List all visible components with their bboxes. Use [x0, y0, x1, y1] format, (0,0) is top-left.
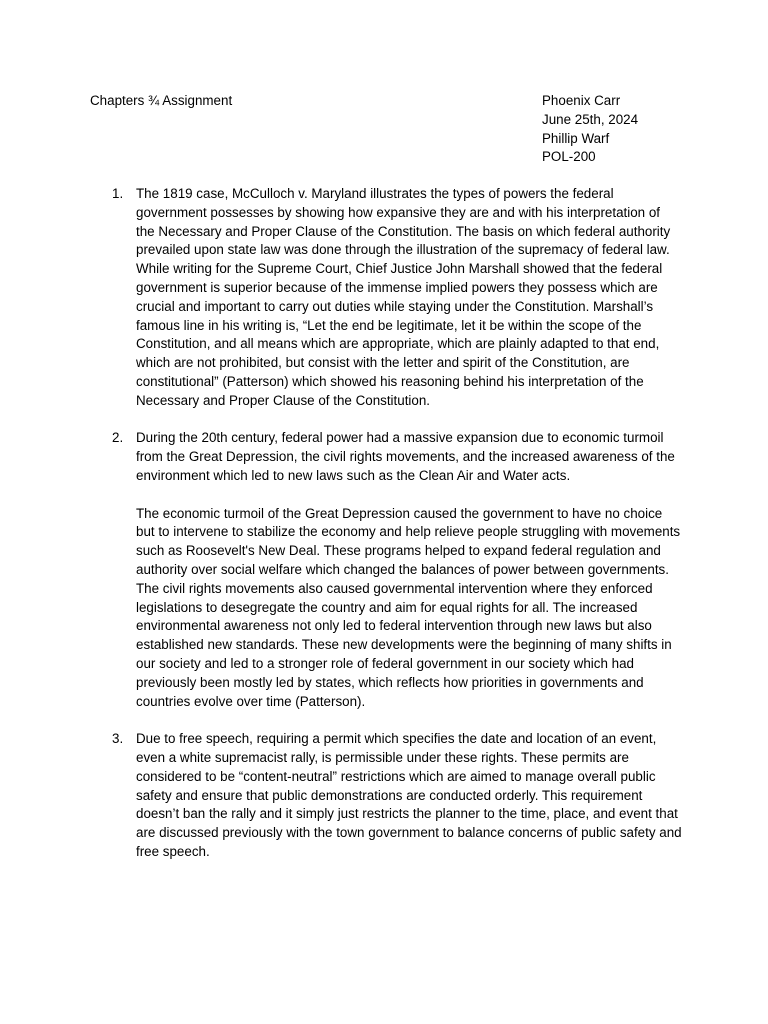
- paragraph: The 1819 case, McCulloch v. Maryland illustrates the types of powers the federal government possesses by showing how expansive they are and with his interpretation of the Necessary and Proper Clause of the Constitution. The basis on which federal authority prevailed upon state law was done through the illustration of the supremacy of federal law. While writing for the Supreme Court, Chief Justice John Marshall showed that the federal government is superior because of the immense implied powers they possess which are crucial and important to carry out duties while staying under the Constitution. Marshall’s famous line in his writing is, “Let the end be legitimate, let it be within the scope of the Constitution, and all means which are appropriate, which are plainly adapted to that end, which are not prohibited, but consist with the letter and spirit of the Constitution, are constitutional” (Patterson) which showed his reasoning behind his interpretation of the Necessary and Proper Clause of the Constitution.: [136, 186, 671, 408]
- author-name: Phoenix Carr: [542, 93, 621, 108]
- answer-list: [112, 185, 682, 880]
- paragraph: Due to free speech, requiring a permit which specifies the date and location of an event, even a white supremacist rally, is permissible under these rights. These permits are considered to be “content-neutral” restrictions which are aimed to manage overall public safety and ensure that public demonstrations are conducted orderly. This requirement doesn’t ban the rally and it simply just restricts the planner to the time, place, and event that are discussed previously with the town government to balance concerns of public safety and free speech.: [136, 731, 682, 859]
- course-code: POL-200: [542, 149, 596, 165]
- list-item: [112, 429, 682, 711]
- list-item: [112, 730, 682, 862]
- paragraph: The economic turmoil of the Great Depression caused the government to have no choice but to intervene to stabilize the economy and help relieve people struggling with movements such as Roosevelt's New Deal. These programs helped to expand federal regulation and authority over social welfare which changed the balances of power between governments. The civil rights movements also caused governmental intervention where they enforced legislations to desegregate the country and aim for equal rights for all. The increased environmental awareness not only led to federal intervention through new laws but also established new standards. These new developments were the beginning of many shifts in our society and led to a stronger role of federal government in our society which had previously been mostly led by states, which reflects how priorities in governments and countries evolve over time (Patterson).: [136, 505, 681, 709]
- list-item: [112, 185, 682, 411]
- list-item-number: 3.: [112, 731, 124, 747]
- instructor-name: Phillip Warf: [542, 130, 610, 146]
- paragraph: During the 20th century, federal power had a massive expansion due to economic turmoil from the Great Depression, the civil rights movements, and the increased awareness of the environment which led to new laws such as the Clean Air and Water acts.: [136, 430, 675, 483]
- document-title: Chapters ¾ Assignment: [90, 93, 233, 108]
- list-item-number: 1.: [112, 186, 124, 201]
- list-item-number: 2.: [112, 430, 124, 446]
- document-date: June 25th, 2024: [542, 111, 639, 127]
- header-block: [542, 92, 638, 167]
